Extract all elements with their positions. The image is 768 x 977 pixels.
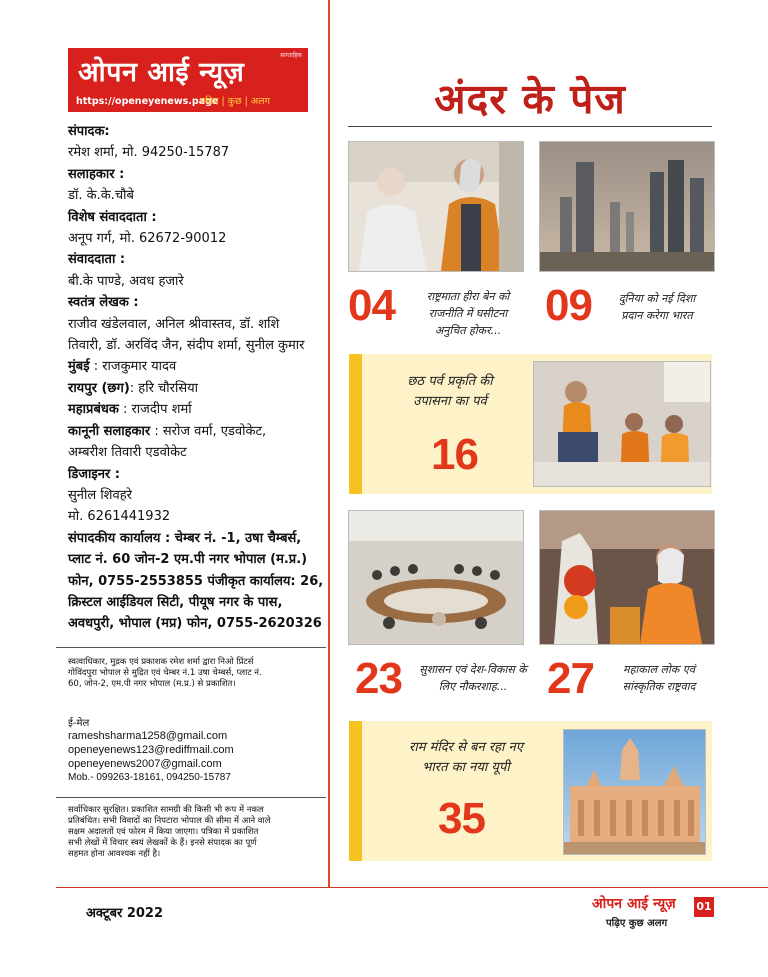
caption-09: दुनिया को नई दिशा प्रदान करेगा भारत bbox=[618, 292, 696, 322]
photo-35-image bbox=[564, 730, 705, 854]
staff-list bbox=[68, 121, 324, 635]
freelance-line-2: तिवारी, डॉ. अरविंद जैन, संदीप शर्मा, सुनील कुमार bbox=[68, 338, 305, 354]
office-line-1: संपादकीय कार्यालय : चेम्बर नं. -1, उषा चैम्बर्स, bbox=[68, 530, 302, 546]
column-divider bbox=[328, 0, 330, 888]
page-number-04[interactable]: 04 bbox=[348, 281, 395, 330]
footer-logo: ओपन आई न्यूज़ bbox=[592, 896, 676, 912]
legal-line: कानूनी सलाहकार : सरोज वर्मा, एडवोकेट, bbox=[68, 423, 267, 439]
photo-23-image bbox=[349, 511, 523, 644]
caption-27: महाकाल लोक एवं सांस्कृतिक राष्ट्रवाद bbox=[622, 663, 696, 693]
caption-16: छठ पर्व प्रकृति की उपासना का पर्व bbox=[407, 374, 493, 409]
raipur-line: रायपुर (छग): हरि चौरसिया bbox=[68, 380, 199, 396]
photo-page-27[interactable] bbox=[539, 510, 715, 645]
email-3[interactable]: openeyenews2007@gmail.com bbox=[68, 758, 222, 770]
email-2[interactable]: openeyenews123@rediffmail.com bbox=[68, 744, 234, 756]
editor-name: रमेश शर्मा, मो. 94250-15787 bbox=[68, 145, 230, 161]
photo-16-image bbox=[534, 362, 710, 486]
footer-rule bbox=[56, 887, 768, 888]
caption-35: राम मंदिर से बन रहा नए भारत का नया यूपी bbox=[409, 740, 523, 775]
correspondent-label: संवाददाता : bbox=[68, 252, 126, 268]
masthead-url[interactable]: https://openeyenews.page bbox=[76, 96, 219, 107]
photo-page-16[interactable] bbox=[533, 361, 711, 487]
office-line-5: अवधपुरी, भोपाल (मप्र) फोन, 0755-2620326 bbox=[68, 616, 322, 632]
divider bbox=[56, 647, 326, 648]
designer-label: डिजाइनर : bbox=[68, 466, 120, 482]
page-number-23[interactable]: 23 bbox=[355, 654, 402, 703]
issue-date: अक्टूबर 2022 bbox=[86, 906, 164, 921]
page-number-16[interactable]: 16 bbox=[431, 430, 478, 479]
page-number-35[interactable]: 35 bbox=[438, 794, 485, 843]
accent-strip bbox=[349, 721, 362, 861]
caption-23: सुशासन एवं देश-विकास के लिए नौकरशाह... bbox=[419, 663, 527, 693]
photo-09-image bbox=[540, 142, 714, 271]
office-line-2: प्लाट नं. 60 जोन-2 एम.पी नगर भोपाल (म.प्र.) bbox=[68, 552, 308, 568]
correspondent-name: बी.के पाण्डे, अवध हजारे bbox=[68, 273, 184, 289]
office-line-3: फोन, 0755-2553855 पंजीकृत कार्यालय: 26, bbox=[68, 573, 324, 589]
photo-page-09[interactable] bbox=[539, 141, 715, 272]
masthead-weekly-label: साप्ताहिक bbox=[280, 52, 302, 59]
photo-27-image bbox=[540, 511, 714, 644]
page-number-09[interactable]: 09 bbox=[545, 281, 592, 330]
editor-label: संपादक: bbox=[68, 124, 110, 139]
photo-page-04[interactable] bbox=[348, 141, 524, 272]
footer-tagline: पढ़िए कुछ अलग bbox=[606, 918, 668, 929]
mumbai-line: मुंबई : राजकुमार यादव bbox=[68, 359, 177, 375]
office-line-4: क्रिस्टल आईडियल सिटी, पीयूष नगर के पास, bbox=[68, 594, 283, 610]
accent-strip bbox=[349, 354, 362, 494]
page-number-27[interactable]: 27 bbox=[547, 654, 594, 703]
freelance-line-1: राजीव खंडेलवाल, अनिल श्रीवास्तव, डॉ. शशि bbox=[68, 316, 280, 332]
advisor-name: डॉ. के.के.चौबे bbox=[68, 188, 134, 204]
publisher-note: स्वत्वाधिकार, मुद्रक एवं प्रकाशक रमेश शर्मा द्वारा निओ प्रिंटर्स गोविंदपुरा भोपाल से मुद्रित एवं चेम्बर नं.1 उषा चेम्बर्स, प्लाट नं. 60, जोन-2, एम.पी नगर भोपाल (म.प्र.) से प्रकाशित। bbox=[68, 657, 262, 689]
email-1[interactable]: rameshsharma1258@gmail.com bbox=[68, 730, 228, 742]
heading-rule bbox=[348, 126, 712, 127]
photo-04-image bbox=[349, 142, 523, 271]
disclaimer: सर्वाधिकार सुरक्षित। प्रकाशित सामग्री की किसी भी रूप में नकल प्रतिबंधित। सभी विवादों का निपटारा भोपाल की सीमा में आने वाले सक्षम अदालतों एवं फोरम में किया जाएगा। पत्रिका में प्रकाशित सभी लेखों में विचार स्वयं लेखकों के हैं। इनसे संपादक का पूर्ण सहमत होना आवश्यक नहीं है। bbox=[68, 805, 271, 859]
designer-phone: मो. 6261441932 bbox=[68, 509, 171, 525]
masthead-logo bbox=[68, 48, 308, 112]
contents-heading: अंदर के पेज bbox=[434, 75, 626, 123]
gm-line: महाप्रबंधक : राजदीप शर्मा bbox=[68, 402, 192, 418]
email-label: ई-मेल bbox=[68, 718, 90, 729]
photo-page-23[interactable] bbox=[348, 510, 524, 645]
special-correspondent-name: अनूप गर्ग, मो. 62672-90012 bbox=[68, 231, 227, 247]
contact-block bbox=[68, 729, 234, 785]
designer-name: सुनील शिवहरे bbox=[68, 487, 132, 503]
advisor-label: सलाहकार : bbox=[68, 166, 125, 182]
special-correspondent-label: विशेष संवाददाता : bbox=[68, 209, 157, 225]
freelance-label: स्वतंत्र लेखक : bbox=[68, 295, 139, 311]
photo-page-35[interactable] bbox=[563, 729, 706, 855]
divider bbox=[56, 797, 326, 798]
masthead-title: ओपन आई न्यूज़ bbox=[78, 57, 245, 88]
mobile: Mob.- 099263-18161, 094250-15787 bbox=[68, 772, 231, 783]
page-number-badge: 01 bbox=[694, 897, 714, 917]
caption-04: राष्ट्रमाता हीरा बेन को राजनीति में घसीटना अनुचित होकर... bbox=[426, 290, 510, 337]
legal-line-2: अम्बरीश तिवारी एडवोकेट bbox=[68, 445, 187, 461]
masthead-tagline: पढ़िए | कुछ | अलग bbox=[200, 96, 270, 107]
